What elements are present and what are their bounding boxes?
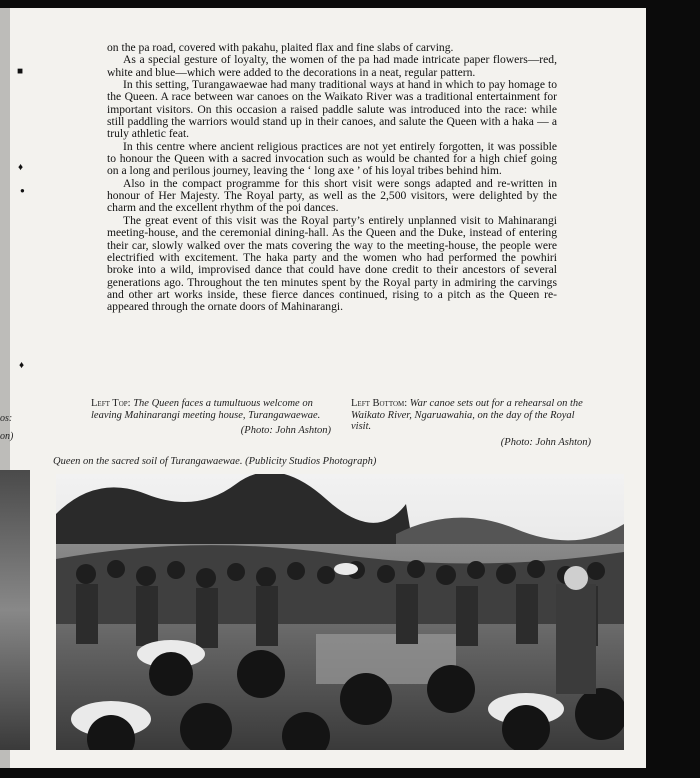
- previous-page-fragment: [0, 410, 13, 446]
- photo-captions: [91, 398, 591, 448]
- margin-mark: ♦: [18, 162, 24, 173]
- paragraph: In this centre where ancient religious practices are not yet entirely forgotten, it was possible to honour the Queen with a sacred invocation such as would be chanted for a high chief going on a long and perilous journey, leaving the ‘ long axe ’ of his loyal tribes behind him.: [107, 139, 557, 178]
- paragraph: Also in the compact programme for this short visit were songs adapted and re-written in honour of Her Majesty. The Royal party, as well as the 2,500 visitors, were delighted by the charm and the excellent rhythm of the poi dances.: [107, 176, 557, 215]
- photo-title: Queen on the sacred soil of Turangawaewae. (Publicity Studios Photograph): [53, 456, 377, 467]
- paragraph: The great event of this visit was the Royal party’s entirely unplanned visit to Mahinarangi meeting-house, and the ceremonial dining-hall. As the Queen and the Duke, instead of entering their car, slowly walked over the mats covering the way to the meeting-house, the people were electrified with excitement. The haka party and the women who had performed the powhiri broke into a wild, improvised dance that could have done credit to their ancestors of several generations ago. Throughout the ten minutes spent by the Royal party in admiring the carvings and other art works inside, these fierce dances continued, rising to a pitch as the Queen re-appeared through the ornate doors of Mahinarangi.: [107, 213, 557, 314]
- article-body: [107, 42, 557, 314]
- crowd-photograph: [56, 474, 624, 750]
- margin-mark: ●: [20, 186, 25, 195]
- margin-mark: ■: [17, 66, 24, 77]
- margin-mark: ♦: [19, 360, 25, 371]
- caption-text: War canoe sets out for a rehearsal on the Waikato River, Ngaruawahia, on the day of the Royal visit.: [351, 398, 583, 432]
- caption-lead: Left Top:: [91, 398, 131, 409]
- crowd-photo-illustration: [56, 474, 624, 750]
- caption-lead: Left Bottom:: [351, 398, 408, 409]
- adjacent-photo-fragment: [0, 470, 30, 750]
- fragment-line: os:: [0, 413, 13, 424]
- fragment-line: on): [0, 431, 14, 442]
- caption-credit: (Photo: John Ashton): [500, 436, 591, 448]
- caption-left-bottom: [351, 398, 591, 448]
- caption-text: The Queen faces a tumultuous welcome on leaving Mahinarangi meeting house, Turangawaewae.: [91, 398, 321, 421]
- caption-credit: (Photo: John Ashton): [240, 425, 331, 436]
- paragraph: on the pa road, covered with pakahu, plaited flax and fine slabs of carving.: [107, 41, 454, 54]
- caption-left-top: [91, 398, 331, 448]
- paragraph: In this setting, Turangawaewae had many traditional ways at hand in which to pay homage to the Queen. A race between war canoes on the Waikato River was a traditional entertainment for important visitors. On this occasion a raised paddle salute was introduced into the race: while still paddling the warriors would stand up in their canoes, and salute the Queen with a haka — a truly athletic feat.: [107, 78, 557, 141]
- paragraph: As a special gesture of loyalty, the women of the pa had made intricate paper flowers—red, white and blue—which were added to the decorations in a neat, regular pattern.: [107, 53, 557, 79]
